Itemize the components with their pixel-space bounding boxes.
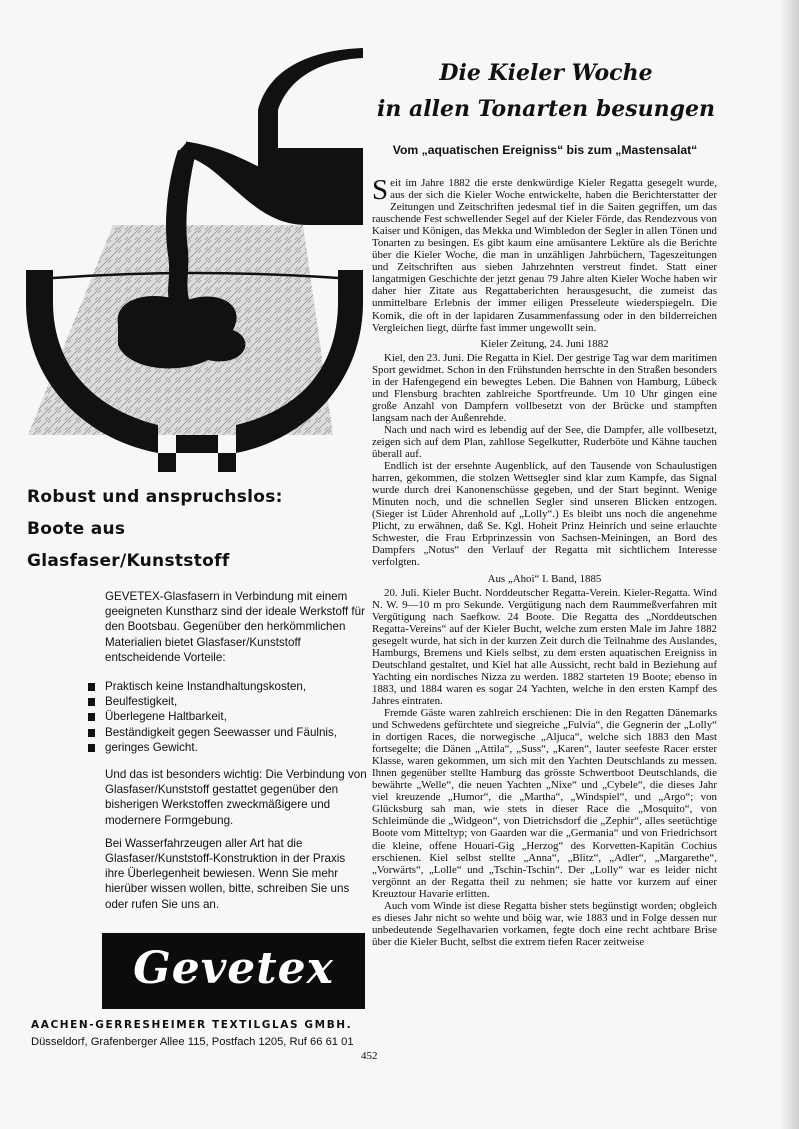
- ad-headline-line-3: Glasfaser/Kunststoff: [27, 551, 230, 571]
- article-paragraph: Kiel, den 23. Juni. Die Regatta in Kiel. Der gestrige Tag war dem maritimen Sport gewidmet. Schon in den Frühstunden herrschte in den Straßen besonders in der Hafengegend ein bewegtes Leben. Die Bahnen von Hamburg, Lübeck und Flensburg brachten zahlreiche Sportfreunde. Um 10 Uhr gingen eine große Anzahl von Dampfern vollbesetzt von der Brücke und stampften langsam nach der Außenrehde.: [372, 351, 717, 424]
- ad-intro-text: GEVETEX-Glasfasern in Verbindung mit einem geeigneten Kunstharz sind der ideale Werkstoff für den Bootsbau. Gegenüber den herkömmlichen Materialien bietet Glasfaser/Kunststoff entscheidende Vorteile:: [105, 590, 365, 664]
- page-edge-shadow: [779, 0, 799, 1129]
- advantage-item: Praktisch keine Instandhaltungskosten,: [88, 679, 373, 694]
- ad-intro-block: [105, 589, 367, 673]
- article-paragraph: Auch vom Winde ist diese Regatta bisher stets begünstigt worden; obgleich es dieses Jahr nicht so wehte und böig war, wie 1883 und in Folge dessen nur unbedeutende Segelhavarien vorkamen, fegte doch eine recht achtbare Brise über die Kieler Bucht, selbst die extrem tiefen Racer zeitweise: [372, 899, 717, 948]
- square-bullet-icon: [88, 698, 95, 706]
- ad-paragraph-contact: Bei Wasserfahrzeugen aller Art hat die Glasfaser/Kunststoff-Konstruktion in der Praxis ihre Überlegenheit bewiesen. Wenn Sie mehr hierüber wissen wollen, bitte, schreiben Sie uns oder rufen Sie uns an.: [105, 836, 350, 911]
- article-paragraph: Nach und nach wird es lebendig auf der See, die Dampfer, alle vollbesetzt, zeigen sich auf dem Plan, zahllose Segelkutter, Ruderböte und Kähne tauchen überall auf.: [372, 423, 717, 461]
- ad-headline-line-2: Boote aus: [27, 519, 126, 539]
- article-paragraph: 20. Juli. Kieler Bucht. Norddeutscher Regatta-Verein. Kieler-Regatta. Wind N. W. 9—10 m pro Sekunde. Vergütigung nach dem Raummeßverfahren mit Vergütigung nach Saefkow. 24 Boote. Die Regatta des „Norddeutschen Regatta-Vereins“ auf der Kieler Bucht, welche zum ersten Male im Jahre 1882 gesegelt wurde, hat sich in der kurzen Zeit durch die Teilnahme des Auslandes, Hamburgs, Bremens und Kiels selbst, zu dem ersten aquatischen Ereigniss in Deutschland gestaltet, und Kiel hat alle Aussicht, recht bald in Beziehung auf Yachting ein nordisches Nizza zu werden. 1882 starteten 19 Boote; ebenso in 1883, und 1884 waren es sogar 24 Yachten, welche in den ersten Kampf des Jahres eintraten.: [372, 586, 717, 707]
- advantage-item: Beulfestigkeit,: [88, 694, 373, 709]
- company-address: Düsseldorf, Grafenberger Allee 115, Postfach 1205, Ruf 66 61 01: [31, 1036, 354, 1048]
- ad-paragraph-important: Und das ist besonders wichtig: Die Verbindung von Glasfaser/Kunststoff gestattet gegenüber den bisherigen Werkstoffen zweckmäßigere und modernere Formgebung.: [105, 768, 367, 827]
- article-title-line-2: in allen Tonarten besungen: [377, 96, 715, 122]
- advantage-item: geringes Gewicht.: [88, 740, 373, 755]
- article-paragraph: Endlich ist der ersehnte Augenblick, auf den Tausende von Schaulustigen harren, gekommen, die stolzen Wettsegler sind klar zum Kampfe, das Signal wurde durch drei Kanonenschüsse gegeben, und der Start beginnt. Wenige Minuten noch, und die schnellen Segler sind unseren Blicken entzogen. (Sieger ist Lüder Ahrenhold auf „Lolly“.) Es bleibt uns noch die angenehme Plicht, zu erwähnen, daß Se. Kgl. Hoheit Prinz Heinrich und seine erlauchte Schwester, die Frau Erbprinzessin von Sachsen-Meiningen, an Bord des Dampfers „Notus“ den Verlauf der Regatta mit sichtlichem Interesse verfolgten.: [372, 460, 717, 569]
- source-ahoi: Aus „Ahoi“ I. Band, 1885: [487, 572, 602, 585]
- article-intro: [372, 174, 717, 334]
- source-kieler-zeitung: Kieler Zeitung, 24. Juni 1882: [480, 337, 609, 350]
- drop-cap: S: [372, 174, 389, 206]
- ad-body-block: [105, 767, 367, 920]
- pouring-vessel: [178, 48, 363, 225]
- square-bullet-icon: [88, 713, 95, 721]
- square-bullet-icon: [88, 729, 95, 737]
- illustration-pouring-resin-into-boat-hull: [18, 40, 368, 480]
- ad-headline-line-1: Robust und anspruchslos:: [27, 487, 283, 507]
- square-bullet-icon: [88, 744, 95, 752]
- gevetex-logo: [102, 933, 365, 1009]
- advantages-list: [88, 679, 373, 755]
- square-bullet-icon: [88, 683, 95, 691]
- advantage-item: Beständigkeit gegen Seewasser und Fäulnis,: [88, 725, 373, 740]
- page-number: 452: [361, 1050, 378, 1062]
- article-body: [372, 174, 717, 948]
- article-intro-text: eit im Jahre 1882 die erste denkwürdige Kieler Regatta gesegelt wurde, aus der sich die Kieler Woche entwickelte, haben die Berichterstatter der Zeitungen und Zeitschriften jedesmal tief in die Saiten gegriffen, um das rauschende Fest schwellender Segel auf der Kieler Förde, das Rendezvous von Kaiser und Königen, das Mekka und Wimbledon der Segler in allen Tönen und Tonarten zu besingen. Es gibt kaum eine amüsantere Lektüre als die Berichte über die Kieler Woche, die man in unzähligen Jahrbüchern, Tageszeitungen und Zeitschriften aus sieben Jahrzehnten verstreut findet. Statt einer langatmigen Geschichte der jetzt genau 79 Jahre alten Kieler Woche haben wir daher hier Zitate aus Regattaberichten herausgesucht, die zumeist das unmittelbare Erlebnis der immer eiligen Presseleute wiederspiegeln. Die Komik, die oft in der lapidaren Zusammenfassung oder in den bilderreichen Vergleichen liegt, dürfte fast immer ungewollt sein.: [372, 177, 717, 334]
- article-title-line-1: Die Kieler Woche: [439, 60, 653, 86]
- article-paragraph: Fremde Gäste waren zahlreich erschienen: Die in den Regatten Dänemarks und Schwedens gefürchtete und siegreiche „Fulvia“, die Gegnerin der „Lolly“ in dortigen Races, die norwegische „Aljuca“, welche sich 1883 den Mast fortsegelte; die Dänen „Attila“, „Suss“, „Karen“, lauter seefeste Racer erster Klasse, waren gekommen, um sich mit den Yachten Deutschlands zu messen. Ihnen gegenüber stellte Hamburg das grösste Schwertboot Deutschlands, die bewährte „Welle“, die neuen Yachten „Nixe“ und „Cybele“, die dieses Jahr viel kreuzende „Humor“, die „Martha“, „Windspiel“, und „Argo“; von Glücksburg sah man, wie stets in dieser Race die „Mosquito“, von Schleimünde die „Widgeon“, von Dietrichsdorf die „Zephir“, alles seetüchtige Boote vom Mitteltyp; von Gaarden war die „Germania“ und von Friedrichsort die kleine, offene Houari-Gig „Herzog“ des Korvetten-Kapitän Cochius erschienen. Kiel selbst stellte „Anna“, „Blitz“, „Adler“, „Margarethe“, „Vorwärts“, „Lolle“ und „Tschin-Tschin“. Der „Lolly“ war es leider nicht vergönnt an der Regatta theil zu nehmen; sie hatte vor kurzem auf einer Kreuztour Havarie erlitten.: [372, 707, 717, 900]
- article-subtitle: Vom „aquatischen Ereigniss“ bis zum „Mastensalat“: [392, 143, 698, 157]
- gevetex-logo-text: Gevetex: [133, 943, 334, 994]
- company-name: AACHEN-GERRESHEIMER TEXTILGLAS GMBH.: [31, 1019, 353, 1031]
- advantage-item: Überlegene Haltbarkeit,: [88, 709, 373, 724]
